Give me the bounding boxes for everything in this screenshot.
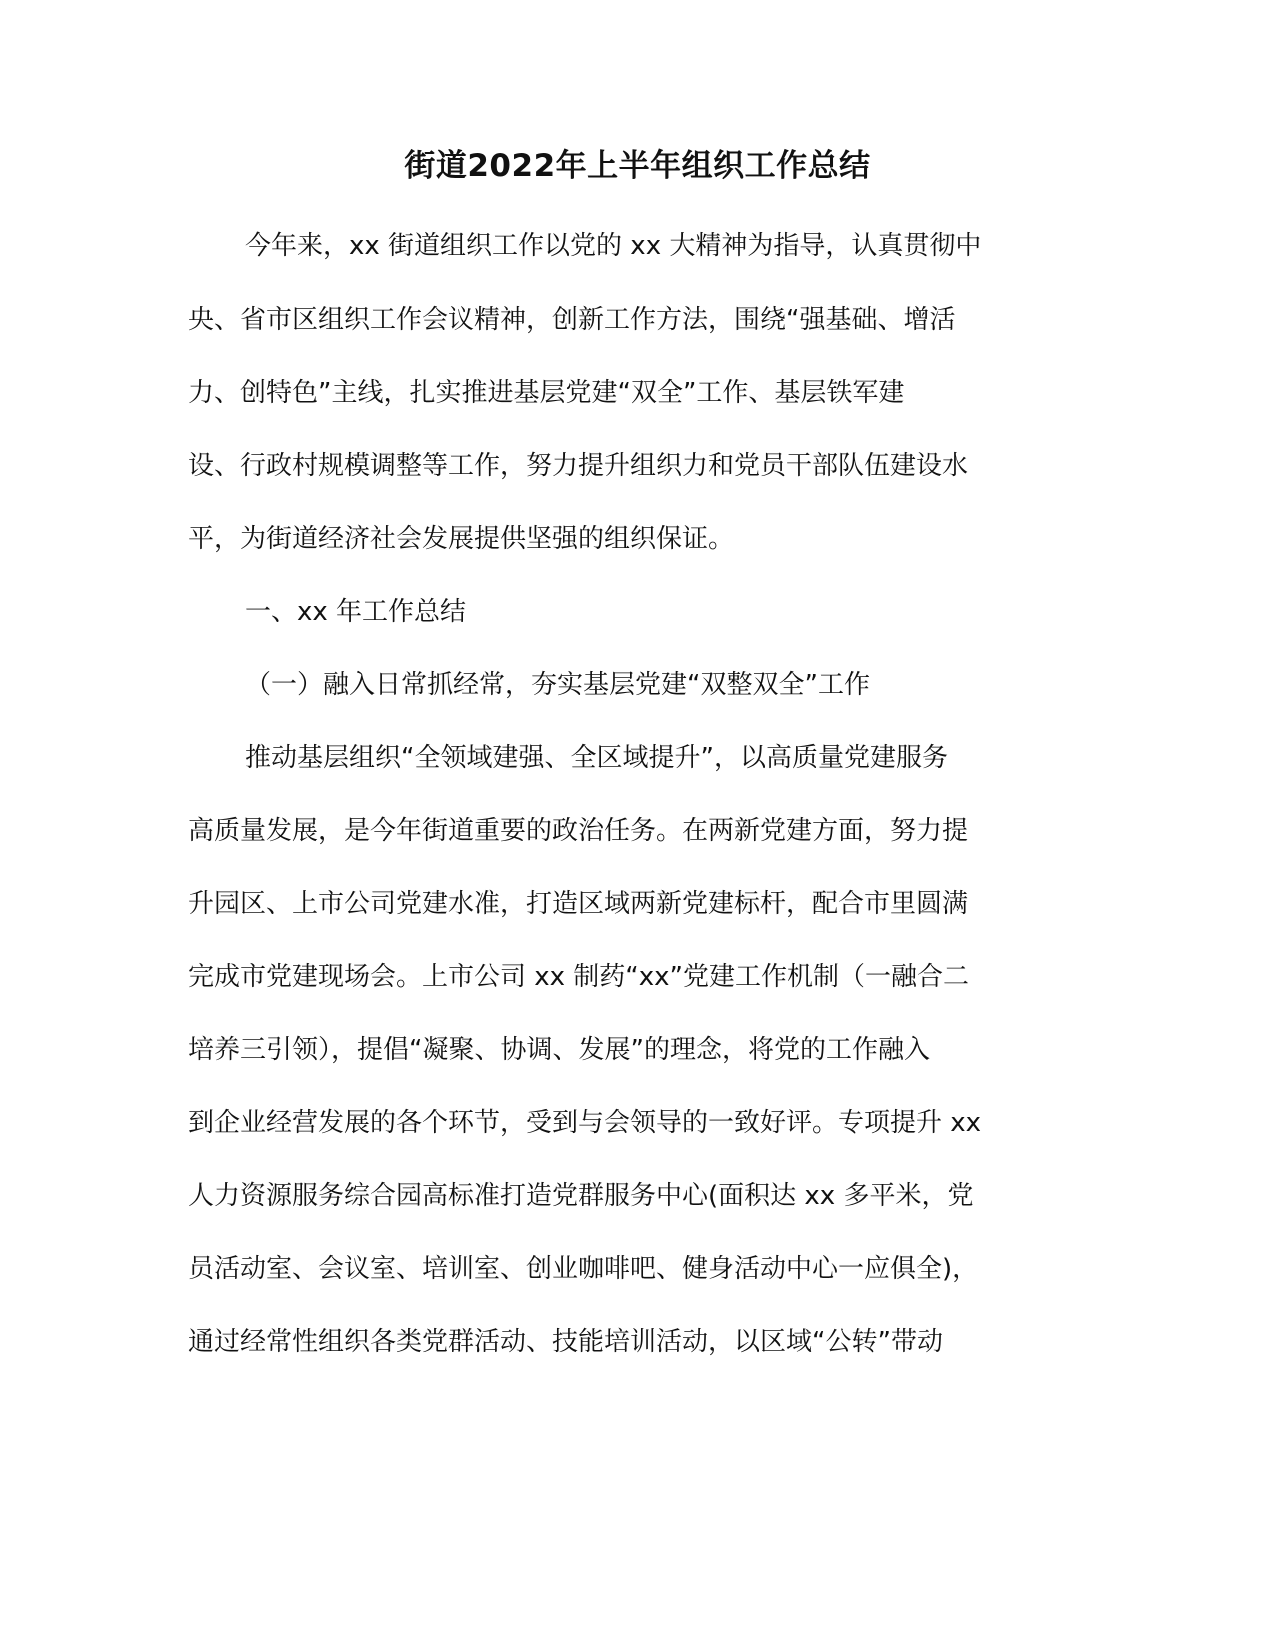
subsection-heading: （一）融入日常抓经常，夯实基层党建“双整双全”工作: [245, 670, 870, 700]
paragraph-1-line-2: 央、省市区组织工作会议精神，创新工作方法，围绕“强基础、增活: [188, 305, 956, 335]
paragraph-2-line-5: 培养三引领），提倡“凝聚、协调、发展”的理念，将党的工作融入: [188, 1035, 930, 1065]
paragraph-1-line-3: 力、创特色”主线，扎实推进基层党建“双全”工作、基层铁军建: [188, 378, 905, 408]
paragraph-2-line-3: 升园区、上市公司党建水准，打造区域两新党建标杆，配合市里圆满: [188, 889, 969, 919]
document-title: 街道2022年上半年组织工作总结: [404, 148, 871, 184]
paragraph-2-line-9: 通过经常性组织各类党群活动、技能培训活动，以区域“公转”带动: [188, 1327, 943, 1357]
section-heading: 一、xx 年工作总结: [245, 597, 467, 627]
paragraph-2-line-8: 员活动室、会议室、培训室、创业咖啡吧、健身活动中心一应俱全)，: [188, 1254, 979, 1284]
paragraph-2-line-2: 高质量发展，是今年街道重要的政治任务。在两新党建方面，努力提: [188, 816, 969, 846]
paragraph-2-line-4: 完成市党建现场会。上市公司 xx 制药“xx”党建工作机制（一融合二: [188, 962, 970, 992]
paragraph-2-line-1: 推动基层组织“全领域建强、全区域提升”，以高质量党建服务: [245, 743, 948, 773]
paragraph-1-line-5: 平，为街道经济社会发展提供坚强的组织保证。: [188, 524, 735, 554]
paragraph-1-line-4: 设、行政村规模调整等工作，努力提升组织力和党员干部队伍建设水: [188, 451, 969, 481]
paragraph-2-line-6: 到企业经营发展的各个环节，受到与会领导的一致好评。专项提升 xx: [188, 1108, 982, 1138]
paragraph-2-line-7: 人力资源服务综合园高标准打造党群服务中心(面积达 xx 多平米，党: [188, 1181, 974, 1211]
paragraph-1-line-1: 今年来，xx 街道组织工作以党的 xx 大精神为指导，认真贯彻中: [245, 231, 982, 261]
